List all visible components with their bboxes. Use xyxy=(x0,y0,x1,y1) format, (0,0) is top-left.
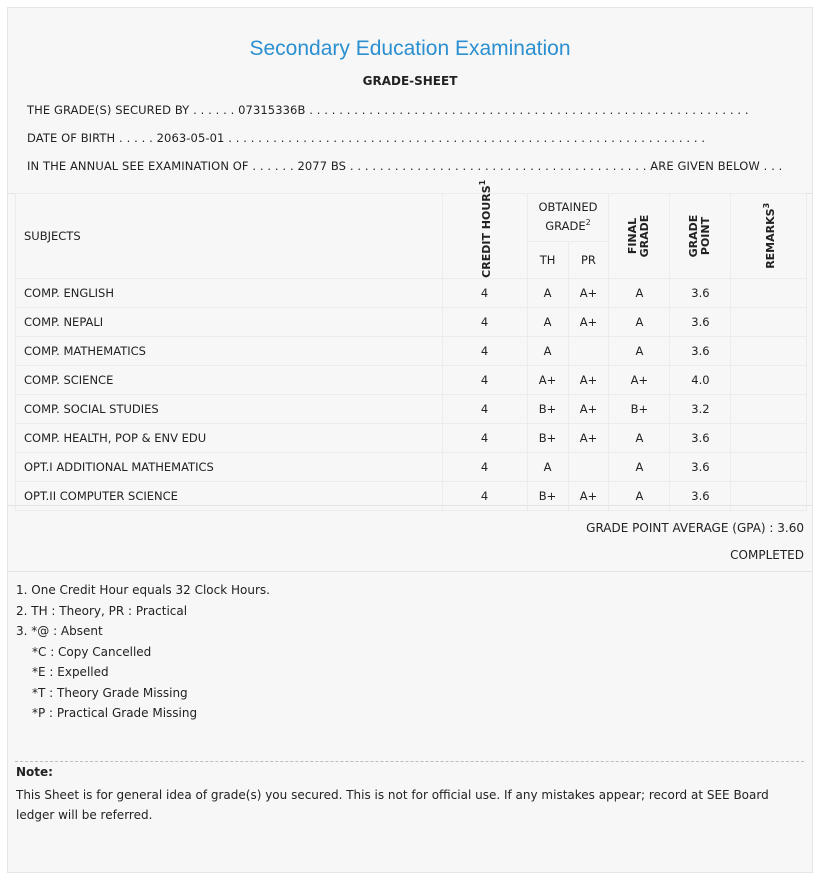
remarks-cell xyxy=(731,395,807,424)
final-grade-cell: B+ xyxy=(609,395,670,424)
final-grade-cell: A xyxy=(609,482,670,511)
remarks-cell xyxy=(731,424,807,453)
pr-grade-cell xyxy=(568,453,609,482)
dashed-divider xyxy=(15,761,804,762)
pr-grade-cell: A+ xyxy=(568,366,609,395)
footnote-item: *C : Copy Cancelled xyxy=(32,644,152,659)
table-row xyxy=(16,279,807,308)
subject-cell: COMP. HEALTH, POP & ENV EDU xyxy=(16,424,443,453)
credit-hours-cell: 4 xyxy=(442,337,527,366)
table-row xyxy=(16,453,807,482)
final-grade-cell: A xyxy=(609,279,670,308)
table-row xyxy=(16,482,807,511)
th-grade-cell: B+ xyxy=(527,395,568,424)
subject-cell: COMP. ENGLISH xyxy=(16,279,443,308)
subject-cell: OPT.I ADDITIONAL MATHEMATICS xyxy=(16,453,443,482)
remarks-cell xyxy=(731,366,807,395)
th-grade-cell: A xyxy=(527,279,568,308)
table-row xyxy=(16,366,807,395)
table-row xyxy=(16,424,807,453)
credit-hours-header: CREDIT HOURS$^1$ xyxy=(442,194,527,279)
obtained-grade-header: OBTAINED GRADE$^2$ xyxy=(527,194,609,242)
footnote-item: 3. *@ : Absent xyxy=(16,624,103,638)
th-grade-cell: B+ xyxy=(527,424,568,453)
table-row xyxy=(16,395,807,424)
grade-point-cell: 3.2 xyxy=(670,395,731,424)
pr-grade-cell xyxy=(568,337,609,366)
th-grade-cell: A xyxy=(527,337,568,366)
subjects-header: SUBJECTS xyxy=(16,194,443,279)
grade-point-header: GRADE POINT xyxy=(670,194,731,279)
subject-cell: COMP. SCIENCE xyxy=(16,366,443,395)
remarks-header: REMARKS$^3$ xyxy=(731,194,807,279)
th-grade-cell: A+ xyxy=(527,366,568,395)
credit-hours-cell: 4 xyxy=(442,424,527,453)
footnotes xyxy=(16,580,270,724)
th-grade-cell: B+ xyxy=(527,482,568,511)
remarks-cell xyxy=(731,308,807,337)
gpa-text: GRADE POINT AVERAGE (GPA) : 3.60 xyxy=(586,521,804,535)
remarks-cell xyxy=(731,482,807,511)
grade-point-cell: 3.6 xyxy=(670,279,731,308)
grade-point-cell: 3.6 xyxy=(670,453,731,482)
pr-header: PR xyxy=(568,241,609,278)
credit-hours-cell: 4 xyxy=(442,453,527,482)
final-grade-cell: A+ xyxy=(609,366,670,395)
pr-grade-cell: A+ xyxy=(568,279,609,308)
footnote-item: 2. TH : Theory, PR : Practical xyxy=(16,603,188,618)
th-grade-cell: A xyxy=(527,453,568,482)
grade-point-cell: 3.6 xyxy=(670,482,731,511)
grades-table xyxy=(15,179,807,511)
footnote-item: *P : Practical Grade Missing xyxy=(32,706,198,720)
divider xyxy=(8,571,812,572)
credit-hours-cell: 4 xyxy=(442,366,527,395)
credit-hours-cell: 4 xyxy=(442,308,527,337)
note-text: This Sheet is for general idea of grade(s) you secured. This is not for official use. If any mistakes appear; record at SEE Board ledger will be referred. xyxy=(16,788,769,822)
credit-hours-cell: 4 xyxy=(442,395,527,424)
pr-grade-cell: A+ xyxy=(568,308,609,337)
final-grade-cell: A xyxy=(609,424,670,453)
remarks-cell xyxy=(731,279,807,308)
table-row xyxy=(16,337,807,366)
subject-cell: OPT.II COMPUTER SCIENCE xyxy=(16,482,443,511)
credit-hours-cell: 4 xyxy=(442,482,527,511)
final-grade-header: FINAL GRADE xyxy=(609,194,670,279)
final-grade-cell: A xyxy=(609,337,670,366)
footnote-item: *T : Theory Grade Missing xyxy=(32,685,188,700)
subject-cell: COMP. SOCIAL STUDIES xyxy=(16,395,443,424)
credit-hours-cell: 4 xyxy=(442,279,527,308)
secured-by-line: THE GRADE(S) SECURED BY . . . . . . 07315336B . . . . . . . . . . . . . . . . . . . . . . . . . . . . . . . . . . . . . . . . . . . . . . . . . . . . . . . . . . . xyxy=(27,103,749,117)
grade-point-cell: 3.6 xyxy=(670,337,731,366)
pr-grade-cell: A+ xyxy=(568,395,609,424)
th-grade-cell: A xyxy=(527,308,568,337)
pr-grade-cell: A+ xyxy=(568,482,609,511)
date-of-birth-line: DATE OF BIRTH . . . . . 2063-05-01 . . . . . . . . . . . . . . . . . . . . . . . . . . . . . . . . . . . . . . . . . . . . . . . . . . . . . . . . . . . . . . . . xyxy=(27,131,706,145)
grade-sheet xyxy=(7,7,813,873)
page-title: Secondary Education Examination xyxy=(249,37,571,60)
page-subtitle: GRADE-SHEET xyxy=(362,74,458,88)
pr-grade-cell: A+ xyxy=(568,424,609,453)
exam-line: IN THE ANNUAL SEE EXAMINATION OF . . . . . . 2077 BS . . . . . . . . . . . . . . . . . . . . . . . . . . . . . . . . . . . . . . . . ARE GIVEN BELOW . . . xyxy=(27,159,783,173)
grade-point-cell: 3.6 xyxy=(670,308,731,337)
th-header: TH xyxy=(527,241,568,278)
subject-cell: COMP. NEPALI xyxy=(16,308,443,337)
footnote-item: *E : Expelled xyxy=(32,665,109,679)
final-grade-cell: A xyxy=(609,453,670,482)
status-text: COMPLETED xyxy=(730,548,804,562)
grade-point-cell: 3.6 xyxy=(670,424,731,453)
table-row xyxy=(16,308,807,337)
grade-point-cell: 4.0 xyxy=(670,366,731,395)
footnote-item: 1. One Credit Hour equals 32 Clock Hours. xyxy=(16,583,270,597)
final-grade-cell: A xyxy=(609,308,670,337)
remarks-cell xyxy=(731,453,807,482)
remarks-cell xyxy=(731,337,807,366)
subject-cell: COMP. MATHEMATICS xyxy=(16,337,443,366)
divider xyxy=(8,505,812,506)
note-title: Note: xyxy=(16,765,53,779)
